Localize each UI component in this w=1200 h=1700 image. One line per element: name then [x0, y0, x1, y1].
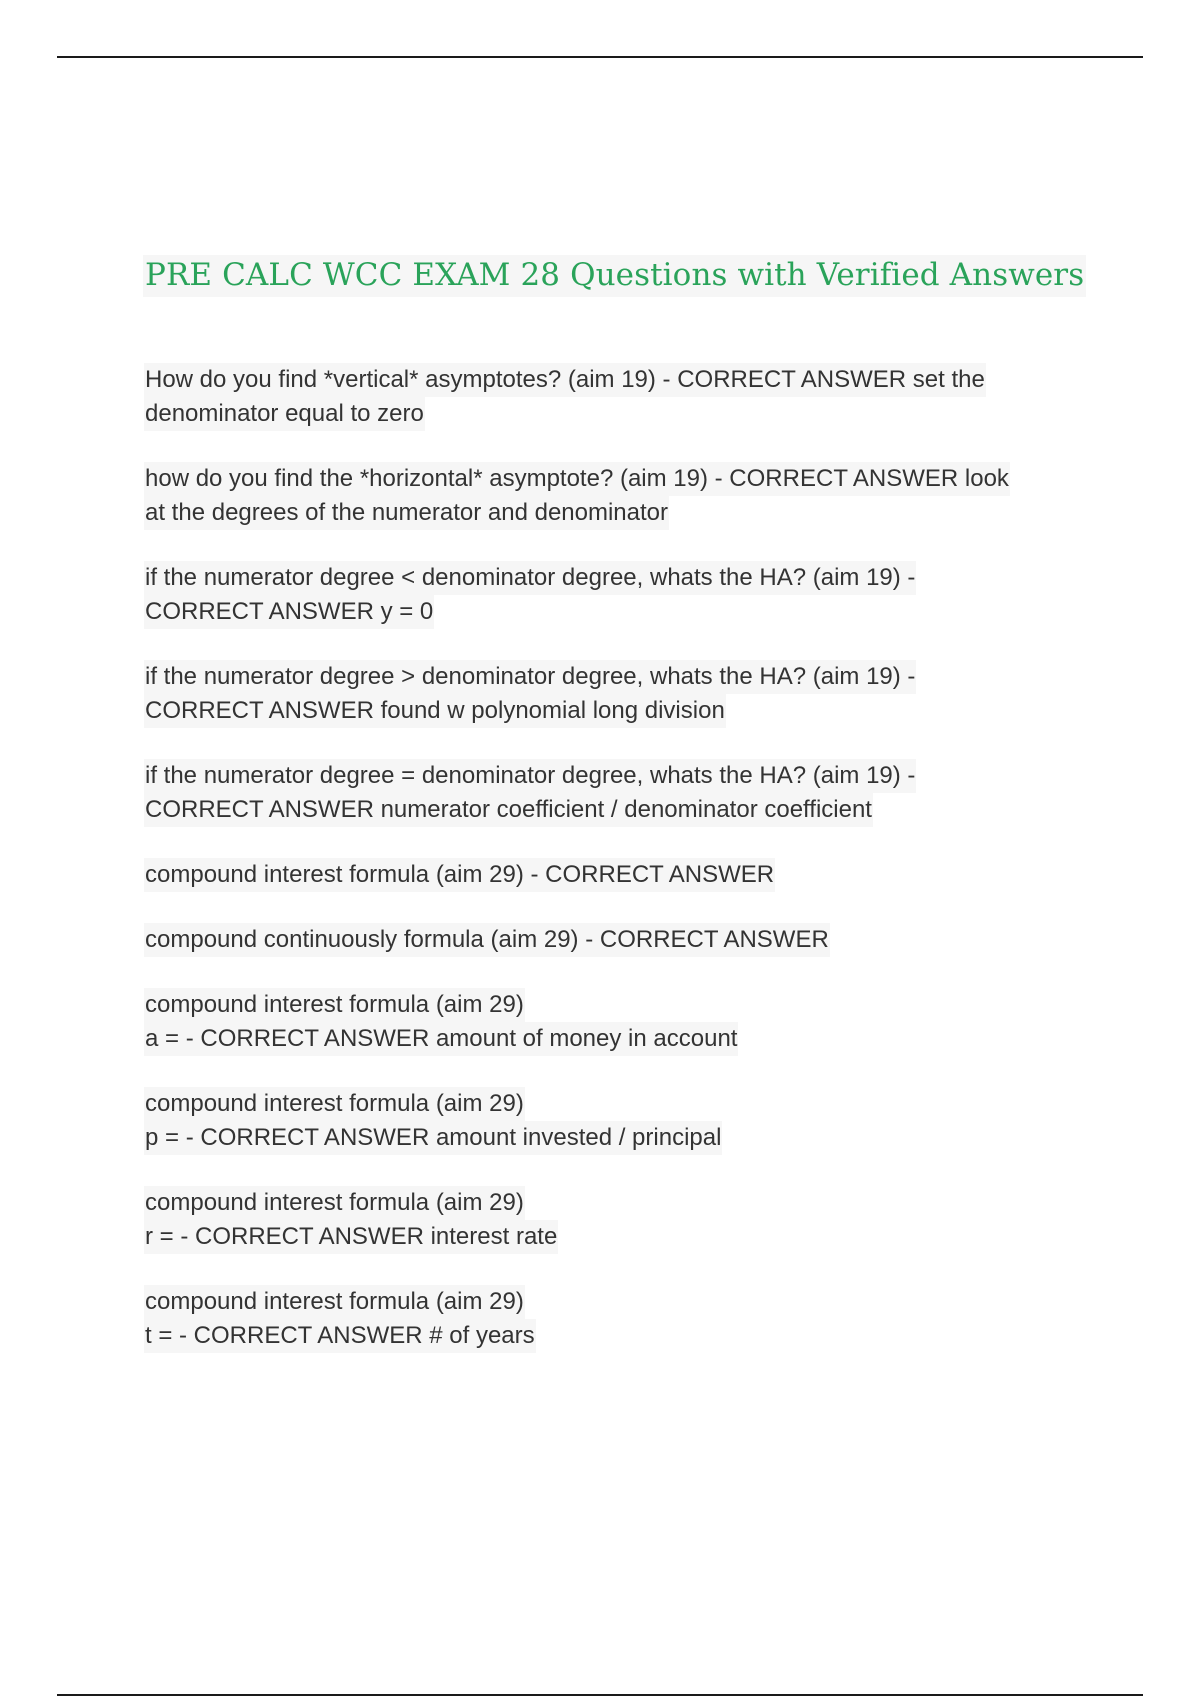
- qa-item: [145, 1285, 1075, 1353]
- qa-line: if the numerator degree > denominator degree, whats the HA? (aim 19) -: [144, 660, 916, 694]
- qa-item: [145, 561, 1075, 629]
- qa-line: r = - CORRECT ANSWER interest rate: [144, 1220, 558, 1254]
- footer-rule: [57, 1694, 1143, 1696]
- qa-line: compound continuously formula (aim 29) - CORRECT ANSWER: [144, 923, 830, 957]
- qa-item: [145, 462, 1075, 530]
- qa-item: [145, 988, 1075, 1056]
- qa-item: [145, 660, 1075, 728]
- qa-item: [145, 923, 1075, 957]
- qa-item: [145, 759, 1075, 827]
- qa-line: a = - CORRECT ANSWER amount of money in account: [144, 1022, 738, 1056]
- header-rule: [57, 56, 1143, 58]
- qa-line: at the degrees of the numerator and denominator: [144, 496, 669, 530]
- qa-line: CORRECT ANSWER found w polynomial long division: [144, 694, 726, 728]
- qa-line: compound interest formula (aim 29): [144, 1087, 525, 1121]
- qa-line: How do you find *vertical* asymptotes? (aim 19) - CORRECT ANSWER set the: [144, 363, 986, 397]
- qa-line: compound interest formula (aim 29): [144, 988, 525, 1022]
- qa-line: if the numerator degree = denominator degree, whats the HA? (aim 19) -: [144, 759, 916, 793]
- qa-line: compound interest formula (aim 29): [144, 1285, 525, 1319]
- qa-line: compound interest formula (aim 29): [144, 1186, 525, 1220]
- qa-item: [145, 1186, 1075, 1254]
- qa-line: CORRECT ANSWER numerator coefficient / denominator coefficient: [144, 793, 873, 827]
- qa-item: [145, 858, 1075, 892]
- document-body: [145, 255, 1085, 1384]
- document-title: PRE CALC WCC EXAM 28 Questions with Verified Answers: [143, 255, 1086, 297]
- qa-line: p = - CORRECT ANSWER amount invested / principal: [144, 1121, 722, 1155]
- qa-line: if the numerator degree < denominator degree, whats the HA? (aim 19) -: [144, 561, 916, 595]
- qa-line: how do you find the *horizontal* asymptote? (aim 19) - CORRECT ANSWER look: [144, 462, 1010, 496]
- qa-line: compound interest formula (aim 29) - CORRECT ANSWER: [144, 858, 775, 892]
- qa-item: [145, 1087, 1075, 1155]
- qa-line: t = - CORRECT ANSWER # of years: [144, 1319, 536, 1353]
- qa-line: CORRECT ANSWER y = 0: [144, 595, 434, 629]
- qa-list: [145, 363, 1075, 1353]
- qa-item: [145, 363, 1075, 431]
- qa-line: denominator equal to zero: [144, 397, 425, 431]
